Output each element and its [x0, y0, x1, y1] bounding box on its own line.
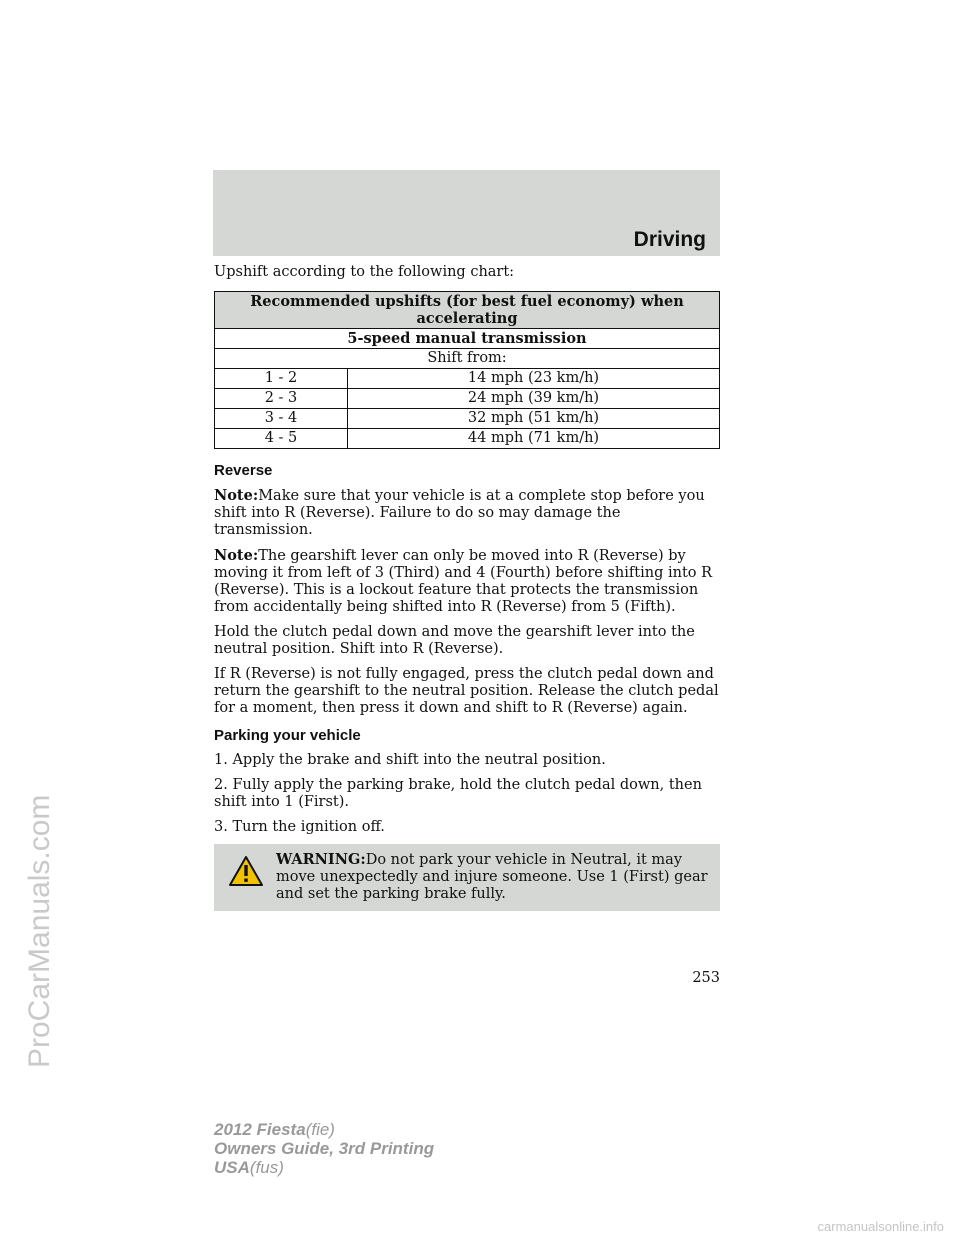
footer-region-code: (fus)	[249, 1158, 284, 1177]
table-shift-from: Shift from:	[215, 349, 720, 369]
note-text: Make sure that your vehicle is at a complete stop before you shift into R (Reverse). Failure to do so may damage the transmission.	[214, 488, 705, 538]
reverse-heading: Reverse	[214, 462, 273, 479]
warning-triangle-icon	[228, 855, 264, 887]
footer-model-code: (fie)	[305, 1120, 335, 1139]
table-title-line1: Recommended upshifts (for best fuel economy) when	[250, 293, 684, 310]
speed-cell: 32 mph (51 km/h)	[348, 409, 720, 429]
upshift-table	[214, 291, 720, 449]
reverse-note-1	[214, 487, 720, 539]
warning-box	[214, 844, 720, 911]
warning-label: WARNING:	[276, 851, 366, 868]
table-shift-from-row	[215, 349, 720, 369]
table-title-line2: accelerating	[416, 310, 518, 327]
table-subtitle-row	[215, 329, 720, 349]
bottom-watermark: carmanualsonline.info	[817, 1219, 944, 1234]
reverse-note-2	[214, 547, 720, 616]
table-title	[215, 292, 720, 329]
table-row	[215, 429, 720, 449]
footer-line-1	[214, 1120, 434, 1139]
footer-model: 2012 Fiesta	[214, 1120, 306, 1139]
gear-cell: 4 - 5	[215, 429, 348, 449]
parking-step-2: 2. Fully apply the parking brake, hold the clutch pedal down, then shift into 1 (First).	[214, 777, 702, 810]
table-subtitle: 5-speed manual transmission	[215, 329, 720, 349]
page-number: 253	[692, 970, 720, 986]
page-content	[214, 264, 720, 911]
parking-heading: Parking your vehicle	[214, 727, 361, 744]
side-watermark: ProCarManuals.com	[23, 794, 56, 1068]
reverse-paragraph-1: Hold the clutch pedal down and move the gearshift lever into the neutral position. Shift into R (Reverse).	[214, 624, 695, 657]
gear-cell: 2 - 3	[215, 389, 348, 409]
footer-line-3	[214, 1158, 434, 1177]
section-header-band	[213, 170, 720, 256]
section-title: Driving	[633, 228, 706, 251]
footer	[214, 1120, 434, 1177]
table-title-row	[215, 292, 720, 329]
speed-cell: 44 mph (71 km/h)	[348, 429, 720, 449]
gear-cell: 1 - 2	[215, 369, 348, 389]
parking-step-3: 3. Turn the ignition off.	[214, 819, 385, 835]
warning-text: Do not park your vehicle in Neutral, it may move unexpectedly and injure someone. Use 1 (First) gear and set the parking brake fully.	[276, 852, 708, 902]
note-label: Note:	[214, 547, 259, 564]
speed-cell: 14 mph (23 km/h)	[348, 369, 720, 389]
footer-guide: Owners Guide, 3rd Printing	[214, 1139, 435, 1158]
table-row	[215, 389, 720, 409]
table-row	[215, 369, 720, 389]
speed-cell: 24 mph (39 km/h)	[348, 389, 720, 409]
footer-region: USA	[214, 1158, 250, 1177]
intro-text: Upshift according to the following chart:	[214, 264, 515, 280]
parking-step-1: 1. Apply the brake and shift into the neutral position.	[214, 752, 606, 768]
table-row	[215, 409, 720, 429]
note-text: The gearshift lever can only be moved into R (Reverse) by moving it from left of 3 (Third) and 4 (Fourth) before shifting into R (Reverse). This is a lockout feature that protects the transmission from accidentally being shifted into R (Reverse) from 5 (Fifth).	[214, 548, 713, 615]
reverse-paragraph-2: If R (Reverse) is not fully engaged, press the clutch pedal down and return the gearshift to the neutral position. Release the clutch pedal for a moment, then press it down and shift to R (Reverse) again.	[214, 666, 719, 716]
note-label: Note:	[214, 487, 259, 504]
gear-cell: 3 - 4	[215, 409, 348, 429]
